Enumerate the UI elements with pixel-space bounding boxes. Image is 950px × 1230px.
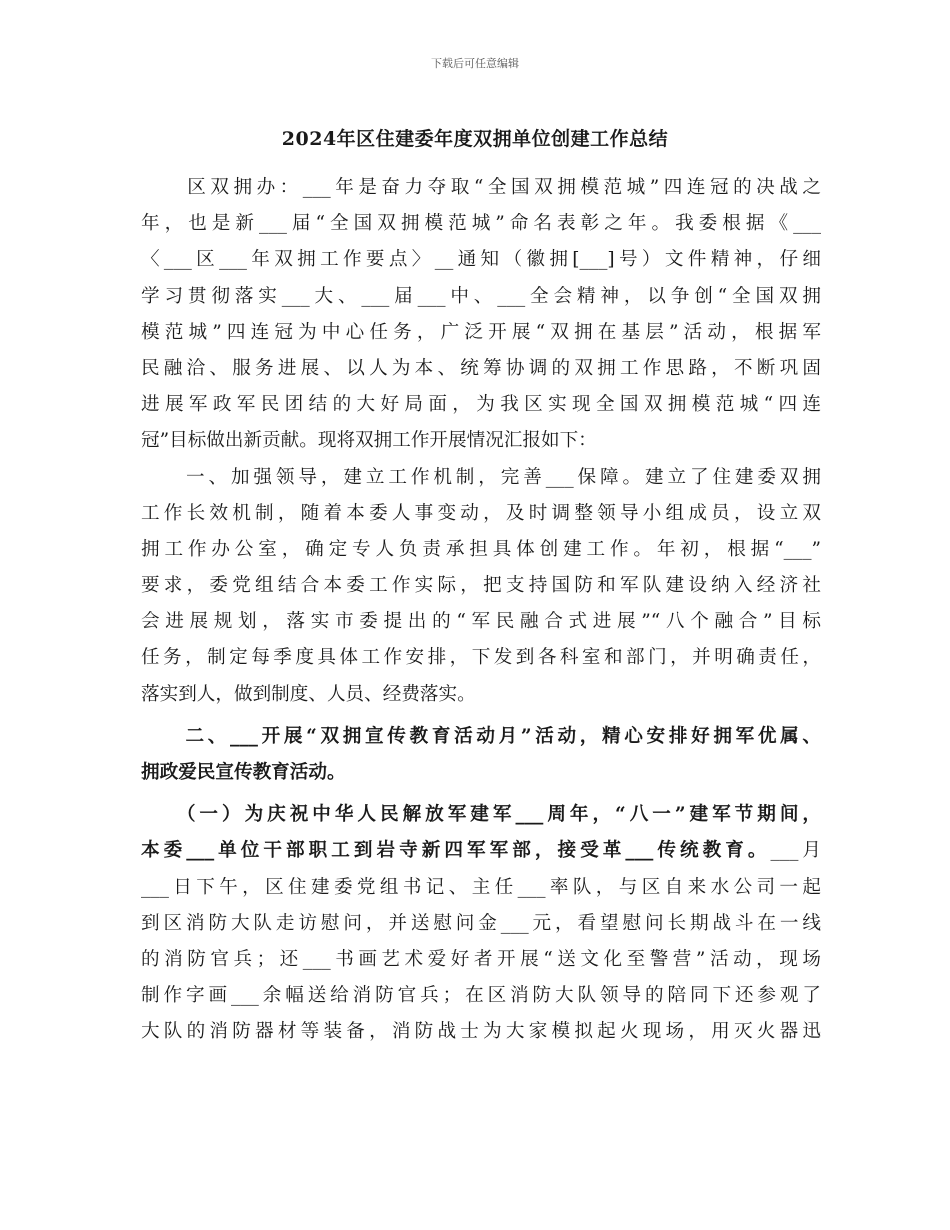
paragraph-intro xyxy=(141,170,821,460)
text-line: 工作长效机制，随着本委人事变动，及时调整领导小组成员，设立双 xyxy=(141,502,821,524)
subsection-heading-tail: 本委___单位干部职工到岩寺新四军军部，接受革___传统教育。 xyxy=(141,840,771,862)
text-line: 模范城”四连冠为中心任务，广泛开展“双拥在基层”活动，根据军 xyxy=(141,321,821,343)
text-line: 进展军政军民团结的大好局面，为我区实现全国双拥模范城“四连 xyxy=(141,394,821,416)
document-body xyxy=(141,170,821,1051)
text-line: 一、加强领导，建立工作机制，完善___保障。建立了住建委双拥 xyxy=(141,466,821,488)
text-line: 制作字画___余幅送给消防官兵；在区消防大队领导的陪同下还参观了 xyxy=(141,985,821,1007)
text-line: 的消防官兵；还___书画艺术爱好者开展“送文化至警营”活动，现场 xyxy=(141,948,821,970)
text-line: 民融洽、服务进展、以人为本、统筹协调的双拥工作思路，不断巩固 xyxy=(141,357,821,379)
text-line: 年，也是新___届“全国双拥模范城”命名表彰之年。我委根据《___ xyxy=(141,213,821,235)
paragraph-subsection-one xyxy=(141,797,821,1050)
text-line: 冠”目标做出新贡献。现将双拥工作开展情况汇报如下： xyxy=(141,430,597,452)
paragraph-section-one xyxy=(141,460,821,713)
text-line: 要求，委党组结合本委工作实际，把支持国防和军队建设纳入经济社 xyxy=(141,575,821,597)
text-fragment: ___月 xyxy=(770,840,821,862)
text-line: ___日下午，区住建委党组书记、主任___率队，与区自来水公司一起 xyxy=(141,876,821,898)
subsection-heading-line: （一）为庆祝中华人民解放军建军___周年，“八一”建军节期间， xyxy=(141,804,821,826)
paragraph-section-two-heading xyxy=(141,719,821,791)
text-line: 会进展规划，落实市委提出的“军民融合式进展”“八个融合”目标 xyxy=(141,611,821,633)
text-line: 大队的消防器材等装备，消防战士为大家模拟起火现场，用灭火器迅 xyxy=(141,1021,821,1043)
text-line: 学习贯彻落实___大、___届___中、___全会精神，以争创“全国双拥 xyxy=(141,285,821,307)
text-line: 〈___区___年双拥工作要点〉__通知（徽拥[___]号）文件精神，仔细 xyxy=(141,249,821,271)
text-line: 到区消防大队走访慰问，并送慰问金___元，看望慰问长期战斗在一线 xyxy=(141,912,821,934)
text-line: 任务，制定每季度具体工作安排，下发到各科室和部门，并明确责任， xyxy=(141,647,821,669)
mixed-line xyxy=(141,833,821,869)
text-line: 拥工作办公室，确定专人负责承担具体创建工作。年初，根据“___” xyxy=(141,538,821,560)
header-note: 下载后可任意编辑 xyxy=(431,57,519,70)
section-heading-line: 拥政爱民宣传教育活动。 xyxy=(141,762,346,783)
text-line: 落实到人，做到制度、人员、经费落实。 xyxy=(141,683,476,705)
text-line: 区双拥办：___年是奋力夺取“全国双拥模范城”四连冠的决战之 xyxy=(141,177,821,198)
document-title: 2024年区住建委年度双拥单位创建工作总结 xyxy=(281,128,669,150)
section-heading-line: 二、___开展“双拥宣传教育活动月”活动，精心安排好拥军优属、 xyxy=(141,725,821,747)
